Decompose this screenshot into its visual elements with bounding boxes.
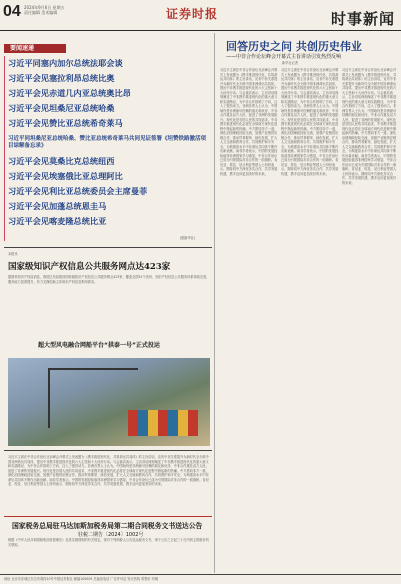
headline-4: 习近平会见坦桑尼亚总统哈桑 (8, 103, 115, 113)
photo-caption: 超大型风电融合网船平台“拱泰一号”正式投运 (38, 342, 160, 349)
main-article-byline: 新华社记者 (282, 61, 298, 65)
page-header (0, 0, 401, 31)
headline-6: 习近平同坦桑尼亚总统哈桑、赞比亚总统希奇莱马共同见证签署《坦赞铁路激活项目谅解备忘录》 (8, 136, 207, 149)
divider (4, 247, 212, 248)
headline-7: 习近平会见莫桑比克总统纽西 (8, 156, 115, 166)
headline-8: 习近平会见埃塞俄比亚总理阿比 (8, 171, 123, 181)
tax-notice-body: 根据《中华人民共和国税收征收管理法》及其实施细则的有关规定，现对下列纳税人公告送达税务文书，请于公告之日起三十日内到主管税务机关领取。 (8, 538, 209, 547)
main-article-col-1: 习近平主席在中非合作论坛北京峰会开幕式上发表题为《携手推进现代化，共筑命运共同体》的主旨讲话，宣布中非关系提升为新时代全天候中国非洲命运共同体，提出中非携手推进现代化的六大主张和十大伙伴行动。与会嘉宾表示，主旨讲话深刻阐述了中非携手推进现代化的重大意义和实践路径，为中非合作指明了方向，注入了强劲动力。非洲各界人士认为，中国始终是非洲最可信赖的朋友和伙伴，中非合作惠及双方人民，促进了非洲的发展振兴。现代化是各国人民的共同追求，中非携手推进现代化必将在全球南方现代化进程中掀起新的热潮。中方愿同非方一道，深化治国理政经验交流，加强产业链供应链合作，推动贸易繁荣、绿色发展，扩大人文交流和教育合作，共同维护和平安全，为构建高水平中非命运共同体不断作出新贡献。南非学者表示，中国的发展经验值得非洲国家学习借鉴，中非合作论坛已成为引领国际对非合作的一面旗帜。肯尼亚、埃及、尼日利亚等国人士纷纷表示，期待同中方深化务实合作，共享发展机遇，携手迈向更加美好的未来。 (220, 68, 278, 176)
headline-11: 习近平会见喀麦隆总统比亚 (8, 216, 107, 226)
main-article-col-3: 习近平主席在中非合作论坛北京峰会开幕式上发表题为《携手推进现代化，共筑命运共同体》的主旨讲话，宣布中非关系提升为新时代全天候中国非洲命运共同体，提出中非携手推进现代化的六大主张和十大伙伴行动。与会嘉宾表示，主旨讲话深刻阐述了中非携手推进现代化的重大意义和实践路径，为中非合作指明了方向，注入了强劲动力。非洲各界人士认为，中国始终是非洲最可信赖的朋友和伙伴，中非合作惠及双方人民，促进了非洲的发展振兴。现代化是各国人民的共同追求，中非携手推进现代化必将在全球南方现代化进程中掀起新的热潮。中方愿同非方一道，深化治国理政经验交流，加强产业链供应链合作，推动贸易繁荣、绿色发展，扩大人文交流和教育合作，共同维护和平安全，为构建高水平中非命运共同体不断作出新贡献。南非学者表示，中国的发展经验值得非洲国家学习借鉴，中非合作论坛已成为引领国际对非合作的一面旗帜。肯尼亚、埃及、尼日利亚等国人士纷纷表示，期待同中方深化务实合作，共享发展机遇，携手迈向更加美好的未来。 (342, 68, 397, 185)
header-meta (24, 5, 65, 15)
main-article-title: 回答历史之问 共创历史伟业 (226, 40, 362, 53)
column-rule (214, 33, 215, 573)
tax-notice-title: 国家税务总局驻马达加斯加税务局第二期合同税务文书送达公告 (12, 522, 203, 530)
article-title-ip: 国家级知识产权信息公共服务网点达423家 (8, 262, 171, 272)
news-photo (8, 358, 210, 446)
headline-9: 习近平会见利比亚总统委员会主席曼菲 (8, 186, 148, 196)
page-number: 04 (3, 3, 21, 20)
headline-5: 习近平会见赞比亚总统希奇莱马 (8, 118, 123, 128)
headline-1: 习近平同塞内加尔总统法耶会谈 (8, 58, 123, 68)
headline-2: 习近平会见塞拉利昂总统比奥 (8, 73, 115, 83)
page-footer: 地址 北京市东城区东总布胡同10号中国证券报社 邮编100005 总编室电话 广告许可证 发行热线 零售价 印刷 (0, 574, 401, 584)
main-article-subtitle: ——中非合作论坛峰会开幕式主旨讲话引发热烈反响 (226, 54, 342, 60)
header-date: 2024年9月6日 星期五 (24, 5, 65, 10)
masthead: 证券时报 (166, 7, 219, 21)
headline-10: 习近平会见加蓬总统恩圭马 (8, 201, 107, 211)
header-editors: 责任编辑 美术编辑 (24, 10, 58, 15)
section-title: 时事新闻 (330, 10, 395, 28)
article-body-bottom-top: 习近平主席在中非合作论坛北京峰会开幕式上发表题为《携手推进现代化，共筑命运共同体》的主旨讲话，宣布中非关系提升为新时代全天候中国非洲命运共同体，提出中非携手推进现代化的六大主张和十大伙伴行动。与会嘉宾表示，主旨讲话深刻阐述了中非携手推进现代化的重大意义和实践路径，为中非合作指明了方向，注入了强劲动力。非洲各界人士认为，中国始终是非洲最可信赖的朋友和伙伴，中非合作惠及双方人民，促进了非洲的发展振兴。现代化是各国人民的共同追求，中非携手推进现代化必将在全球南方现代化进程中掀起新的热潮。中方愿同非方一道，深化治国理政经验交流，加强产业链供应链合作，推动贸易繁荣、绿色发展，扩大人文交流和教育合作，共同维护和平安全，为构建高水平中非命运共同体不断作出新贡献。南非学者表示，中国的发展经验值得非洲国家学习借鉴，中非合作论坛已成为引领国际对非合作的一面旗帜。肯尼亚、埃及、尼日利亚等国人士纷纷表示，期待同中方深化务实合作，共享发展机遇，携手迈向更加美好的未来。 (8, 455, 209, 486)
divider (4, 516, 212, 517)
main-article-col-2: 习近平主席在中非合作论坛北京峰会开幕式上发表题为《携手推进现代化，共筑命运共同体》的主旨讲话，宣布中非关系提升为新时代全天候中国非洲命运共同体，提出中非携手推进现代化的六大主张和十大伙伴行动。与会嘉宾表示，主旨讲话深刻阐述了中非携手推进现代化的重大意义和实践路径，为中非合作指明了方向，注入了强劲动力。非洲各界人士认为，中国始终是非洲最可信赖的朋友和伙伴，中非合作惠及双方人民，促进了非洲的发展振兴。现代化是各国人民的共同追求，中非携手推进现代化必将在全球南方现代化进程中掀起新的热潮。中方愿同非方一道，深化治国理政经验交流，加强产业链供应链合作，推动贸易繁荣、绿色发展，扩大人文交流和教育合作，共同维护和平安全，为构建高水平中非命运共同体不断作出新贡献。南非学者表示，中国的发展经验值得非洲国家学习借鉴，中非合作论坛已成为引领国际对非合作的一面旗帜。肯尼亚、埃及、尼日利亚等国人士纷纷表示，期待同中方深化务实合作，共享发展机遇，携手迈向更加美好的未来。 (281, 68, 339, 176)
tax-notice-sub: 驻税二期告〔2024〕1002号 (78, 532, 144, 538)
divider (4, 450, 212, 451)
news-brief-bar: 要闻速递 (4, 44, 66, 53)
photo-crane (48, 368, 50, 428)
headline-3: 习近平会见赤道几内亚总统奥比昂 (8, 88, 131, 98)
article-body-ip: 据国家知识产权局消息，我国已布局建设国家级知识产权信息公共服务网点423家，覆盖全国31个省份，知识产权信息公共服务体系持续完善，服务能力显著提升，有力支撑创新主体知识产权信息利用需求。 (8, 275, 210, 284)
photo-containers (128, 410, 198, 436)
photo-crane-arm (48, 368, 138, 370)
article-kicker: 本报讯 (8, 252, 18, 256)
news-brief-credit: (据新华社) (180, 236, 196, 240)
